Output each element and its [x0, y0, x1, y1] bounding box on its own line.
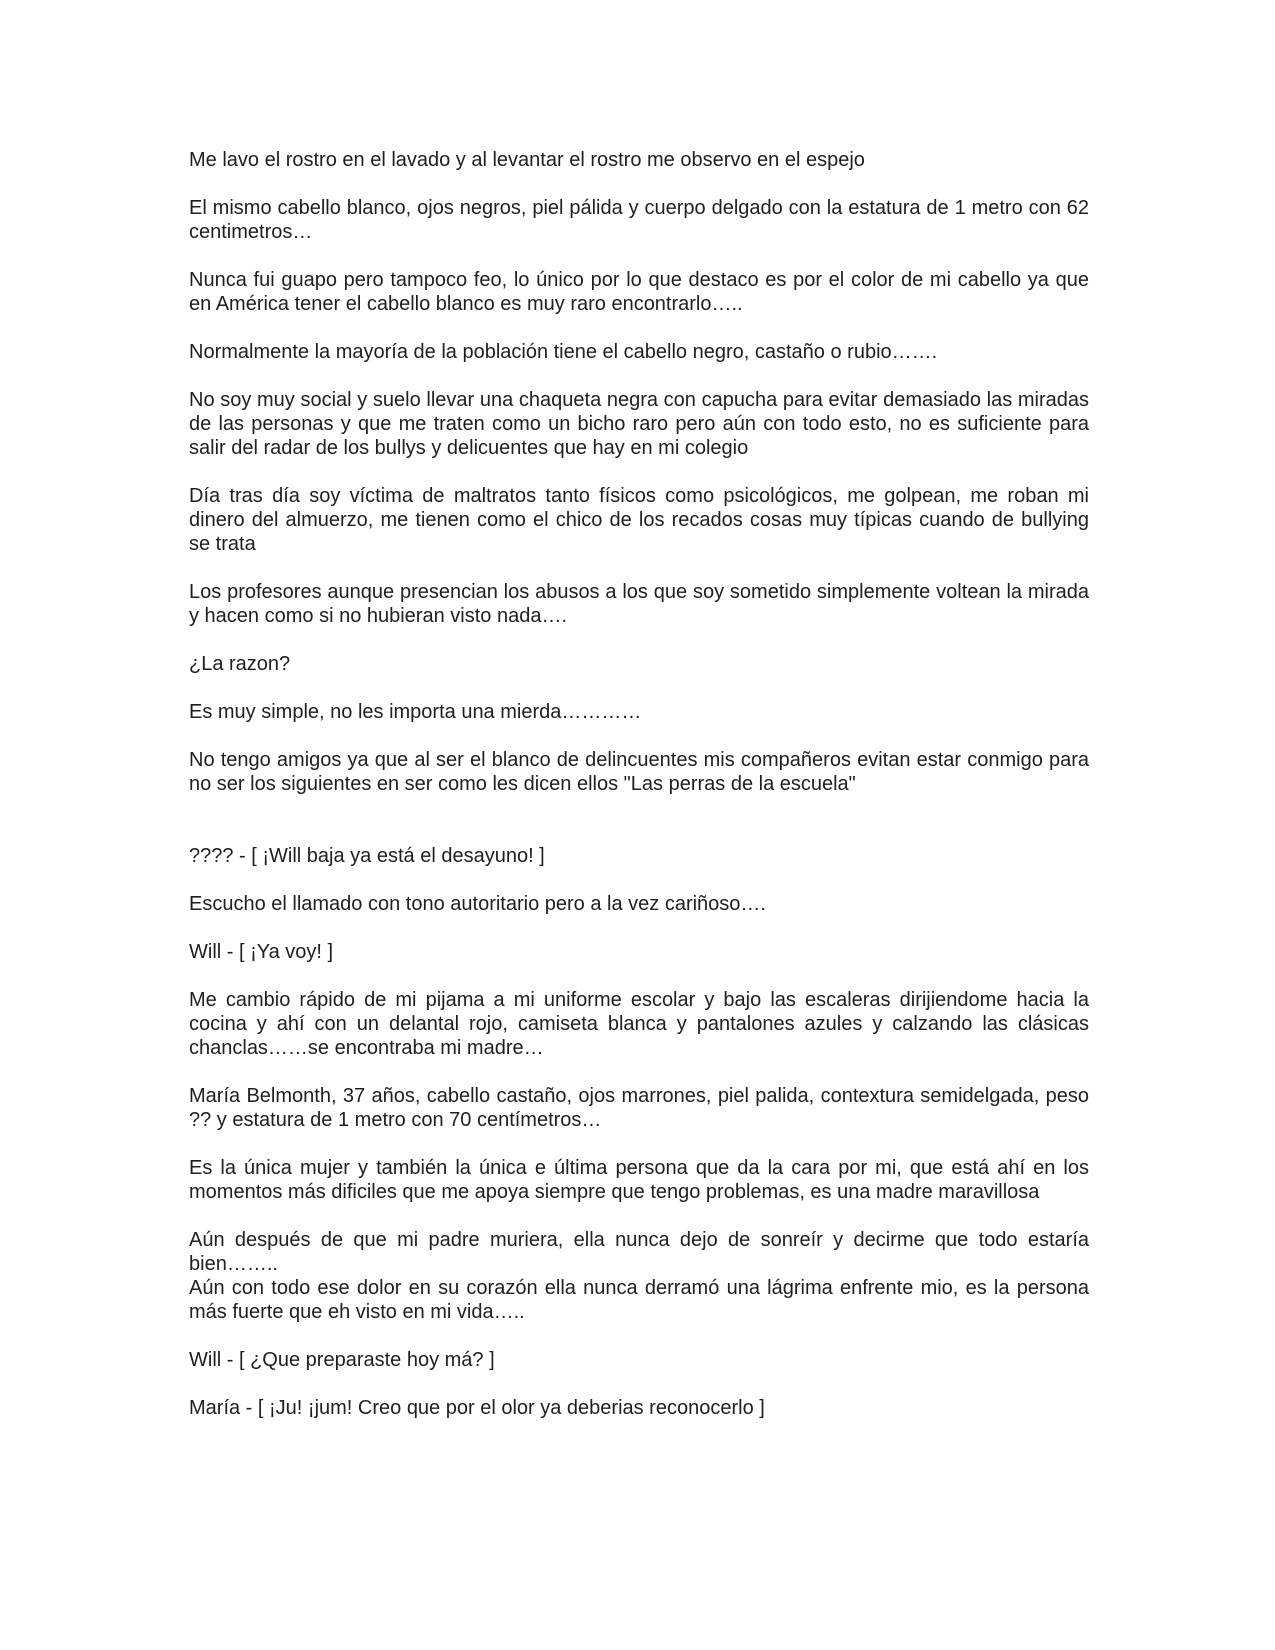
dialogue-line: Will - [ ¿Que preparaste hoy má? ]: [189, 1349, 495, 1371]
paragraph: El mismo cabello blanco, ojos negros, piel pálida y cuerpo delgado con la estatura de 1 metro con 62 centimetros…: [189, 197, 1089, 243]
paragraph: Nunca fui guapo pero tampoco feo, lo único por lo que destaco es por el color de mi cabello ya que en América tener el cabello blanco es muy raro encontrarlo…..: [189, 269, 1089, 315]
paragraph: Los profesores aunque presencian los abusos a los que soy sometido simplemente voltean la mirada y hacen como si no hubieran visto nada….: [189, 581, 1089, 627]
paragraph: María Belmonth, 37 años, cabello castaño, ojos marrones, piel palida, contextura semidelgada, peso ?? y estatura de 1 metro con 70 centímetros…: [189, 1085, 1089, 1131]
paragraph: Día tras día soy víctima de maltratos tanto físicos como psicológicos, me golpean, me roban mi dinero del almuerzo, me tienen como el chico de los recados cosas muy típicas cuando de bullying se trata: [189, 485, 1089, 555]
paragraph: Es muy simple, no les importa una mierda…………: [189, 701, 642, 723]
paragraph: Normalmente la mayoría de la población tiene el cabello negro, castaño o rubio…….: [189, 341, 938, 363]
paragraph: Aún después de que mi padre muriera, ella nunca dejo de sonreír y decirme que todo estaría bien……..: [189, 1229, 1089, 1275]
paragraph: Es la única mujer y también la única e última persona que da la cara por mi, que está ahí en los momentos más dificiles que me apoya siempre que tengo problemas, es una madre maravillosa: [189, 1157, 1089, 1203]
document-body: [189, 148, 1089, 1444]
paragraph: ¿La razon?: [189, 653, 291, 675]
paragraph: No tengo amigos ya que al ser el blanco de delincuentes mis compañeros evitan estar conmigo para no ser los siguientes en ser como les dicen ellos "Las perras de la escuela": [189, 749, 1089, 795]
paragraph: Me cambio rápido de mi pijama a mi uniforme escolar y bajo las escaleras dirijiendome hacia la cocina y ahí con un delantal rojo, camiseta blanca y pantalones azules y calzando las clásicas chanclas……se encontraba mi madre…: [189, 989, 1089, 1059]
paragraph: Me lavo el rostro en el lavado y al levantar el rostro me observo en el espejo: [189, 149, 865, 171]
paragraph: Aún con todo ese dolor en su corazón ella nunca derramó una lágrima enfrente mio, es la persona más fuerte que eh visto en mi vida…..: [189, 1277, 1089, 1323]
paragraph: No soy muy social y suelo llevar una chaqueta negra con capucha para evitar demasiado las miradas de las personas y que me traten como un bicho raro pero aún con todo esto, no es suficiente para salir del radar de los bullys y delicuentes que hay en mi colegio: [189, 389, 1089, 459]
paragraph: Escucho el llamado con tono autoritario pero a la vez cariñoso….: [189, 893, 766, 915]
dialogue-line: ???? - [ ¡Will baja ya está el desayuno! ]: [189, 845, 545, 867]
dialogue-line: Will - [ ¡Ya voy! ]: [189, 941, 334, 963]
dialogue-line: María - [ ¡Ju! ¡jum! Creo que por el olor ya deberias reconocerlo ]: [189, 1397, 765, 1419]
